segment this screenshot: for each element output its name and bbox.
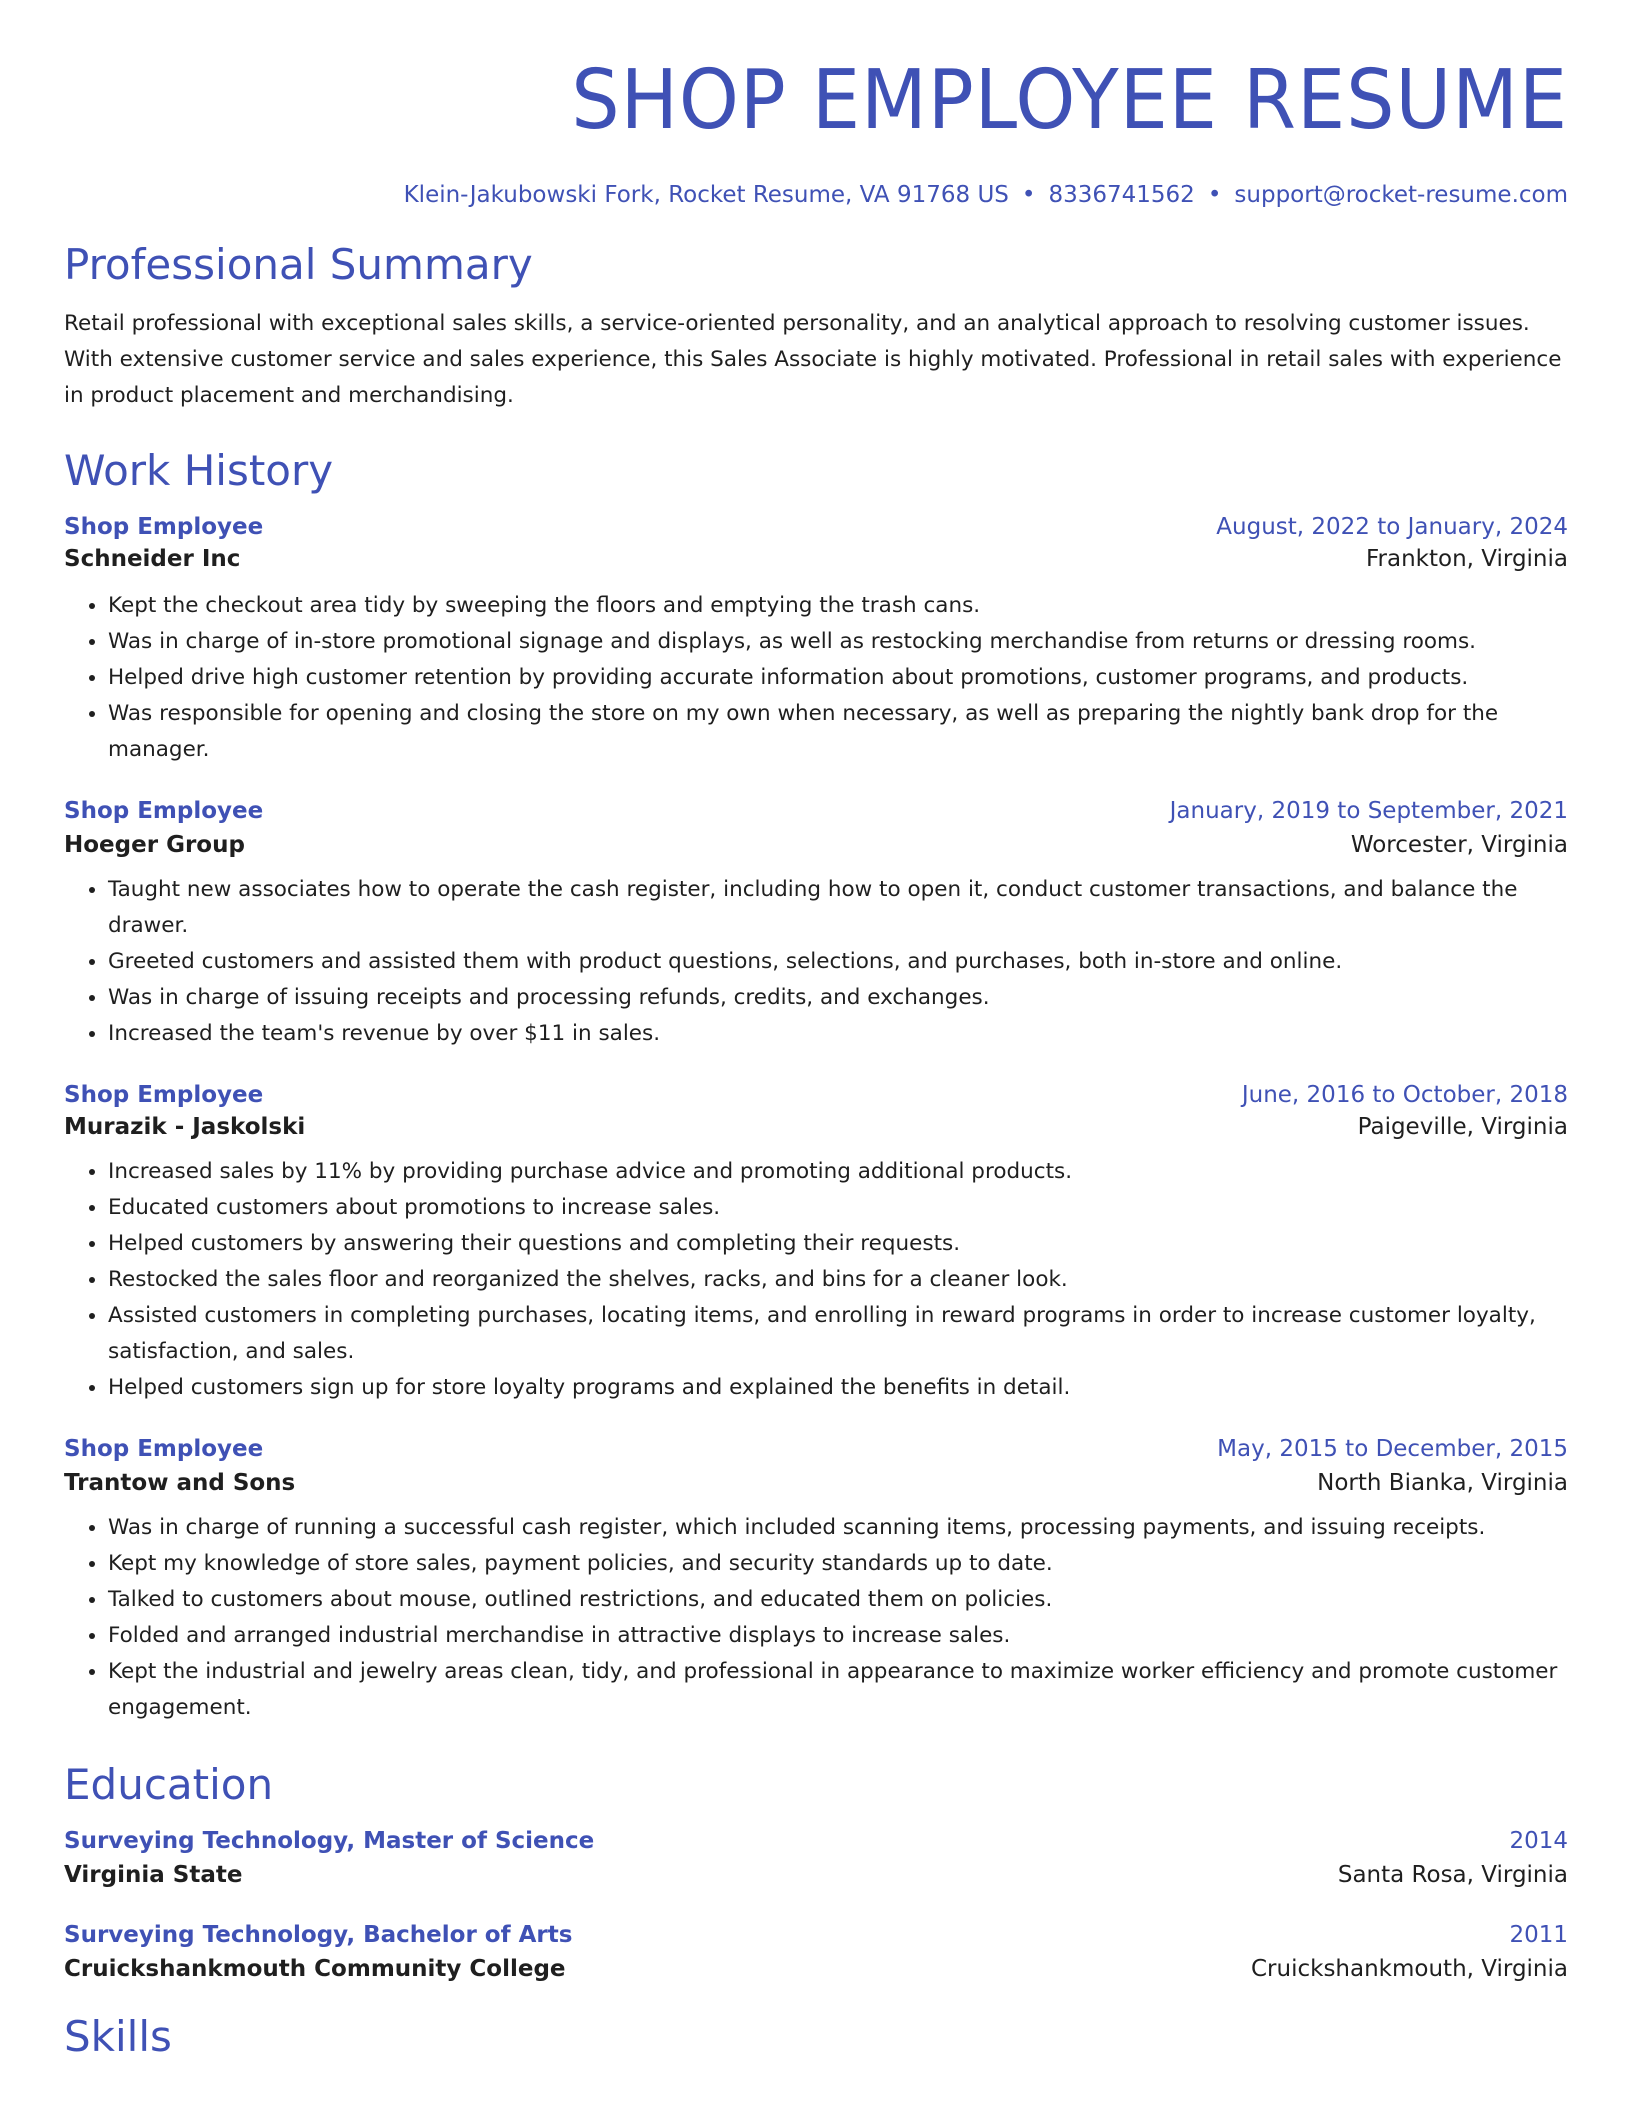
- job-title: Shop Employee: [64, 798, 264, 824]
- list-item: • Folded and arranged industrial merchandise in attractive displays to increase sales.: [108, 1618, 1568, 1654]
- summary-heading: Professional Summary: [64, 240, 533, 289]
- education-year: 2011: [1509, 1922, 1568, 1948]
- job-company: Murazik - Jaskolski: [64, 1114, 306, 1140]
- list-item: • Increased sales by 11% by providing purchase advice and promoting additional products.: [108, 1154, 1568, 1190]
- list-item: • Was responsible for opening and closing the store on my own when necessary, as well as preparing the nightly bank drop for the manager.: [108, 696, 1568, 768]
- job-title: Shop Employee: [64, 1436, 264, 1462]
- job-entry: [64, 798, 1568, 1052]
- education-section: [64, 1760, 1568, 1982]
- job-company: Trantow and Sons: [64, 1470, 296, 1496]
- education-location: Cruickshankmouth, Virginia: [1251, 1956, 1568, 1982]
- job-company: Schneider Inc: [64, 546, 241, 572]
- education-location: Santa Rosa, Virginia: [1337, 1862, 1568, 1888]
- education-year: 2014: [1509, 1828, 1568, 1854]
- skills-section: [64, 2012, 1568, 2061]
- education-header-row: [64, 1828, 1568, 1854]
- job-entry: [64, 514, 1568, 768]
- job-entry: [64, 1436, 1568, 1726]
- job-bullets: [64, 1510, 1568, 1726]
- work-history-section: [64, 446, 1568, 1726]
- job-location: North Bianka, Virginia: [1317, 1470, 1568, 1496]
- job-header-row: [64, 514, 1568, 540]
- education-entry: [64, 1828, 1568, 1888]
- job-location: Worcester, Virginia: [1350, 832, 1568, 858]
- work-history-heading: Work History: [64, 446, 334, 495]
- list-item: • Was in charge of issuing receipts and processing refunds, credits, and exchanges.: [108, 980, 1568, 1016]
- job-title: Shop Employee: [64, 514, 264, 540]
- education-school: Virginia State: [64, 1862, 243, 1888]
- job-header-row: [64, 798, 1568, 824]
- list-item: • Kept my knowledge of store sales, payment policies, and security standards up to date.: [108, 1546, 1568, 1582]
- job-dates: August, 2022 to January, 2024: [1216, 514, 1568, 540]
- list-item: • Helped drive high customer retention by providing accurate information about promotions, customer programs, and products.: [108, 660, 1568, 696]
- contact-phone: 8336741562: [1048, 182, 1195, 208]
- job-entry: [64, 1082, 1568, 1406]
- contact-separator: •: [1021, 182, 1036, 208]
- resume-title: SHOP EMPLOYEE RESUME: [571, 53, 1568, 148]
- contact-separator: •: [1207, 182, 1222, 208]
- education-entry: [64, 1922, 1568, 1982]
- job-header-row: [64, 1082, 1568, 1108]
- job-header-row: [64, 1436, 1568, 1462]
- list-item: • Taught new associates how to operate the cash register, including how to open it, conduct customer transactions, and balance the drawer.: [108, 872, 1568, 944]
- list-item: • Was in charge of running a successful cash register, which included scanning items, processing payments, and issuing receipts.: [108, 1510, 1568, 1546]
- list-item: • Assisted customers in completing purchases, locating items, and enrolling in reward programs in order to increase customer loyalty, satisfaction, and sales.: [108, 1298, 1568, 1370]
- education-degree: Surveying Technology, Master of Science: [64, 1828, 595, 1854]
- list-item: • Helped customers by answering their questions and completing their requests.: [108, 1226, 1568, 1262]
- job-dates: May, 2015 to December, 2015: [1217, 1436, 1568, 1462]
- job-title: Shop Employee: [64, 1082, 264, 1108]
- contact-email[interactable]: support@rocket-resume.com: [1234, 182, 1568, 208]
- job-dates: June, 2016 to October, 2018: [1241, 1082, 1568, 1108]
- list-item: • Kept the checkout area tidy by sweeping the floors and emptying the trash cans.: [108, 588, 1568, 624]
- education-school-row: [64, 1956, 1568, 1982]
- contact-address: Klein-Jakubowski Fork, Rocket Resume, VA 91768 US: [403, 182, 1009, 208]
- list-item: • Educated customers about promotions to increase sales.: [108, 1190, 1568, 1226]
- summary-section: [64, 240, 1568, 414]
- education-school-row: [64, 1862, 1568, 1888]
- summary-text: Retail professional with exceptional sales skills, a service-oriented personality, and an analytical approach to resolving customer issues. With extensive customer service and sales experience, this Sales Associate is highly motivated. Professional in retail sales with experience in product placement and merchandising.: [64, 311, 1562, 408]
- job-bullets: [64, 588, 1568, 768]
- job-bullets: [64, 1154, 1568, 1406]
- education-school: Cruickshankmouth Community College: [64, 1956, 566, 1982]
- list-item: • Restocked the sales floor and reorganized the shelves, racks, and bins for a cleaner look.: [108, 1262, 1568, 1298]
- job-dates: January, 2019 to September, 2021: [1169, 798, 1568, 824]
- job-company-row: [64, 1114, 1568, 1140]
- list-item: • Was in charge of in-store promotional signage and displays, as well as restocking merchandise from returns or dressing rooms.: [108, 624, 1568, 660]
- list-item: • Greeted customers and assisted them with product questions, selections, and purchases, both in-store and online.: [108, 944, 1568, 980]
- job-location: Paigeville, Virginia: [1357, 1114, 1568, 1140]
- list-item: • Helped customers sign up for store loyalty programs and explained the benefits in detail.: [108, 1370, 1568, 1406]
- job-company: Hoeger Group: [64, 832, 245, 858]
- list-item: • Increased the team's revenue by over $11 in sales.: [108, 1016, 1568, 1052]
- education-degree: Surveying Technology, Bachelor of Arts: [64, 1922, 573, 1948]
- list-item: • Talked to customers about mouse, outlined restrictions, and educated them on policies.: [108, 1582, 1568, 1618]
- skills-heading: Skills: [64, 2012, 172, 2061]
- education-header-row: [64, 1922, 1568, 1948]
- list-item: • Kept the industrial and jewelry areas clean, tidy, and professional in appearance to maximize worker efficiency and promote customer engagement.: [108, 1654, 1568, 1726]
- job-company-row: [64, 546, 1568, 572]
- job-location: Frankton, Virginia: [1365, 546, 1568, 572]
- job-company-row: [64, 1470, 1568, 1496]
- job-company-row: [64, 832, 1568, 858]
- education-heading: Education: [64, 1760, 274, 1809]
- job-bullets: [64, 872, 1568, 1052]
- contact-line: [64, 182, 1568, 208]
